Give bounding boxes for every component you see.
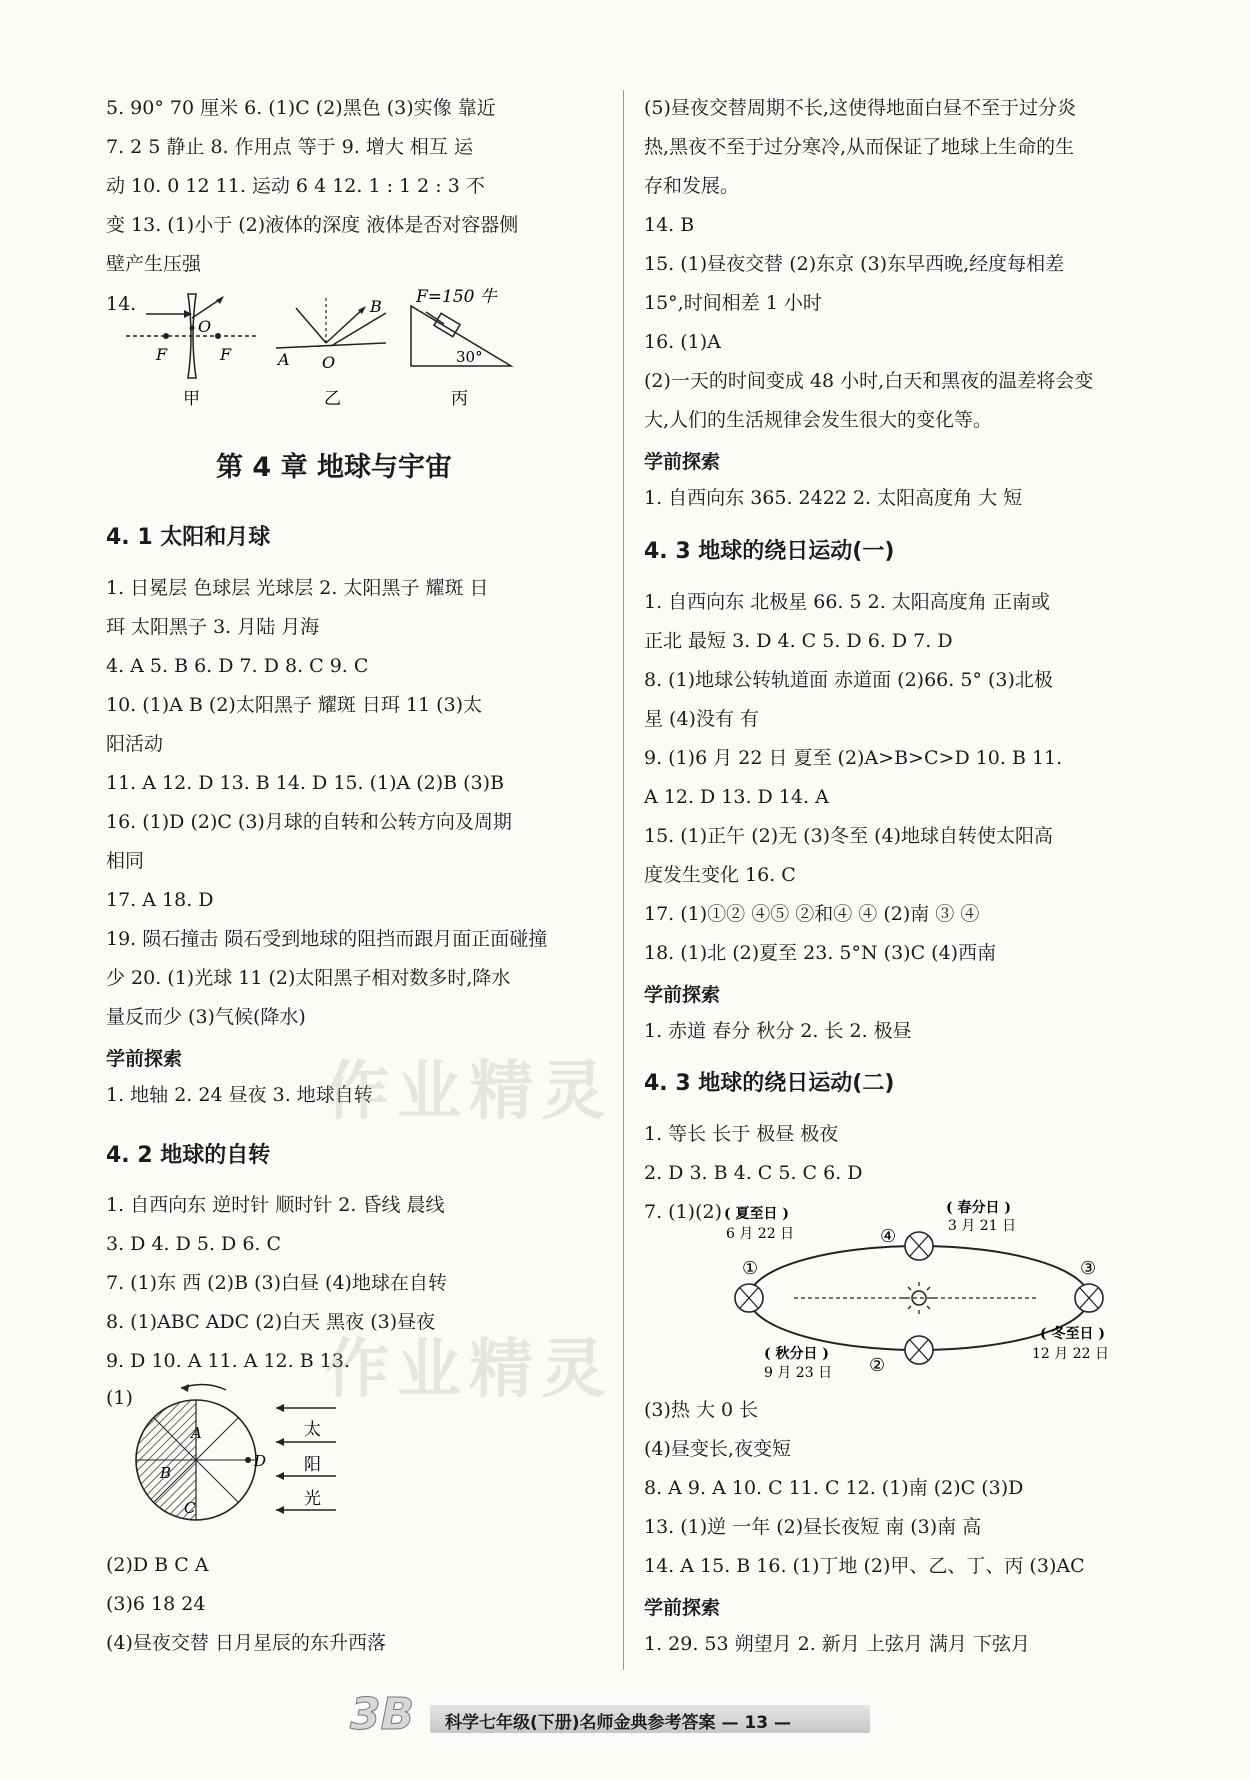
answer-line: 相同: [106, 850, 145, 872]
force-label: F=150 牛: [416, 287, 497, 307]
answer-line: 星 (4)没有 有: [644, 708, 759, 730]
answer-line: 1. 地轴 2. 24 昼夜 3. 地球自转: [106, 1084, 373, 1106]
answer-line: 度发生变化 16. C: [644, 864, 796, 886]
answer-line: 8. (1)地球公转轨道面 赤道面 (2)66. 5° (3)北极: [644, 669, 1053, 691]
winter-solstice-date: 12 月 22 日: [1032, 1346, 1109, 1362]
answer-line: 3. D 4. D 5. D 6. C: [106, 1233, 282, 1255]
answer-line: 1. 自西向东 逆时针 顺时针 2. 昏线 晨线: [106, 1194, 445, 1216]
answer-line: 大,人们的生活规律会发生很大的变化等。: [644, 409, 993, 431]
spring-equinox-label: ( 春分日 ): [946, 1200, 1011, 1216]
point-label: A: [191, 1424, 202, 1442]
answer-line: 15°,时间相差 1 小时: [644, 292, 822, 314]
answer-line: 7. 2 5 静止 8. 作用点 等于 9. 增大 相互 运: [106, 136, 473, 158]
pre-study-heading: 学前探索: [644, 451, 721, 473]
spring-equinox-date: 3 月 21 日: [948, 1218, 1017, 1234]
section-heading: 4. 3 地球的绕日运动(一): [644, 539, 895, 564]
sun-label: 太: [304, 1420, 321, 1440]
position-number: ②: [869, 1355, 886, 1376]
answer-line: 存和发展。: [644, 175, 740, 197]
page-footer: [350, 1689, 890, 1740]
answer-line: 动 10. 0 12 11. 运动 6 4 12. 1 : 1 2 : 3 不: [106, 175, 485, 197]
answer-line: 1. 日冕层 色球层 光球层 2. 太阳黑子 耀斑 日: [106, 577, 489, 599]
point-label: C: [184, 1499, 196, 1517]
position-number: ④: [880, 1226, 897, 1247]
summer-solstice-date: 6 月 22 日: [726, 1226, 795, 1242]
answer-line: 7. (1)东 西 (2)B (3)白昼 (4)地球在自转: [106, 1272, 447, 1294]
angle-label: 30°: [456, 348, 483, 366]
answer-line: (5)昼夜交替周期不长,这使得地面白昼不至于过分炎: [644, 97, 1076, 119]
answer-line: 9. (1)6 月 22 日 夏至 (2)A>B>C>D 10. B 11.: [644, 747, 1063, 769]
answer-line: 2. D 3. B 4. C 5. C 6. D: [644, 1162, 863, 1184]
answer-line: 4. A 5. B 6. D 7. D 8. C 9. C: [106, 655, 369, 677]
summer-solstice-label: ( 夏至日 ): [724, 1206, 789, 1222]
answer-line: 7. (1)(2): [644, 1201, 722, 1223]
winter-solstice-label: ( 冬至日 ): [1040, 1326, 1105, 1342]
pre-study-heading: 学前探索: [644, 1597, 721, 1619]
section-heading: 4. 3 地球的绕日运动(二): [644, 1071, 895, 1096]
position-number: ③: [1080, 1258, 1097, 1279]
answer-line: 壁产生压强: [106, 253, 202, 275]
answer-line: (2)一天的时间变成 48 小时,白天和黑夜的温差将会变: [644, 370, 1094, 392]
answer-line: 10. (1)A B (2)太阳黑子 耀斑 日珥 11 (3)太: [106, 694, 483, 716]
answer-line: 9. D 10. A 11. A 12. B 13.: [106, 1350, 350, 1372]
earth-orbit-figure: [724, 1200, 1144, 1381]
question-number: 14.: [106, 293, 137, 315]
answer-line: 1. 赤道 春分 秋分 2. 长 2. 极昼: [644, 1020, 912, 1042]
answer-line: 少 20. (1)光球 11 (2)太阳黑子相对数多时,降水: [106, 967, 511, 989]
answer-line: 11. A 12. D 13. B 14. D 15. (1)A (2)B (3)B: [106, 772, 505, 794]
answer-line: 1. 自西向东 北极星 66. 5 2. 太阳高度角 正南或: [644, 591, 1050, 613]
answer-line: A 12. D 13. D 14. A: [644, 786, 829, 808]
answer-line: (4)昼夜交替 日月星辰的东升西落: [106, 1632, 386, 1654]
footer-text: 科学七年级(下册)名师金典参考答案 — 13 —: [445, 1713, 791, 1733]
figure-label-yi: 乙: [324, 389, 341, 409]
point-label: B: [160, 1464, 172, 1482]
watermark: 作业精灵: [325, 1055, 613, 1129]
answer-line: 阳活动: [106, 733, 164, 755]
focus-label: F: [156, 345, 168, 364]
publisher-logo: 3B: [350, 1689, 415, 1740]
answer-line: 17. (1)①② ④⑤ ②和④ ④ (2)南 ③ ④: [644, 903, 980, 925]
answer-line: 热,黑夜不至于过分寒冷,从而保证了地球上生命的生: [644, 136, 1075, 158]
focus-label: F: [220, 345, 232, 364]
answer-line: 13. (1)逆 一年 (2)昼长夜短 南 (3)南 高: [644, 1516, 982, 1538]
lens-diagram: [126, 294, 256, 409]
pre-study-heading: 学前探索: [106, 1048, 183, 1070]
chapter-title: 第 4 章 地球与宇宙: [216, 452, 452, 483]
answer-line: (1): [106, 1387, 133, 1409]
position-number: ①: [742, 1258, 759, 1279]
section-heading: 4. 1 太阳和月球: [106, 525, 271, 550]
answer-line: 1. 29. 53 朔望月 2. 新月 上弦月 满月 下弦月: [644, 1633, 1030, 1655]
point-o-label: O: [322, 353, 336, 372]
section-heading: 4. 2 地球的自转: [106, 1143, 271, 1168]
column-divider: [623, 90, 624, 1670]
optics-force-figure: [126, 288, 606, 408]
answer-line: 18. (1)北 (2)夏至 23. 5°N (3)C (4)西南: [644, 942, 997, 964]
sun-label: 光: [304, 1489, 321, 1509]
answer-line: 14. A 15. B 16. (1)丁地 (2)甲、乙、丁、丙 (3)AC: [644, 1555, 1085, 1577]
answer-line: (3)6 18 24: [106, 1593, 206, 1615]
answer-line: 8. A 9. A 10. C 11. C 12. (1)南 (2)C (3)D: [644, 1477, 1024, 1499]
incline-diagram: [411, 287, 511, 409]
answer-line: 8. (1)ABC ADC (2)白天 黑夜 (3)昼夜: [106, 1311, 436, 1333]
point-a-label: A: [278, 350, 290, 369]
answer-line: 量反而少 (3)气候(降水): [106, 1006, 306, 1028]
answer-line: (3)热 大 0 长: [644, 1399, 759, 1421]
autumn-equinox-label: ( 秋分日 ): [764, 1346, 829, 1362]
answer-line: 珥 太阳黑子 3. 月陆 月海: [106, 616, 320, 638]
answer-line: 15. (1)昼夜交替 (2)东京 (3)东早西晚,经度每相差: [644, 253, 1065, 275]
answer-line: 5. 90° 70 厘米 6. (1)C (2)黑色 (3)实像 靠近: [106, 97, 496, 119]
sun-label: 阳: [304, 1455, 321, 1475]
answer-line: 正北 最短 3. D 4. C 5. D 6. D 7. D: [644, 630, 953, 652]
answer-line: 1. 等长 长于 极昼 极夜: [644, 1123, 839, 1145]
answer-line: 变 13. (1)小于 (2)液体的深度 液体是否对容器侧: [106, 214, 519, 236]
figure-label-bing: 丙: [451, 389, 468, 409]
origin-label: O: [198, 317, 212, 336]
point-label: D: [254, 1452, 267, 1470]
figure-label-jia: 甲: [183, 389, 200, 409]
autumn-equinox-date: 9 月 23 日: [764, 1365, 833, 1381]
point-b-label: B: [370, 297, 382, 316]
reflection-diagram: [276, 297, 386, 409]
watermark: 作业精灵: [325, 1333, 613, 1407]
answer-line: (4)昼变长,夜变短: [644, 1438, 791, 1460]
answer-line: 17. A 18. D: [106, 889, 214, 911]
answer-line: 15. (1)正午 (2)无 (3)冬至 (4)地球自转使太阳高: [644, 825, 1054, 847]
answer-line: 16. (1)A: [644, 331, 721, 353]
answer-line: 14. B: [644, 214, 695, 236]
answer-line: 16. (1)D (2)C (3)月球的自转和公转方向及周期: [106, 811, 512, 833]
answer-line: 19. 陨石撞击 陨石受到地球的阻挡而跟月面正面碰撞: [106, 928, 548, 950]
pre-study-heading: 学前探索: [644, 984, 721, 1006]
answer-line: 1. 自西向东 365. 2422 2. 太阳高度角 大 短: [644, 487, 1023, 509]
answer-line: (2)D B C A: [106, 1554, 209, 1576]
